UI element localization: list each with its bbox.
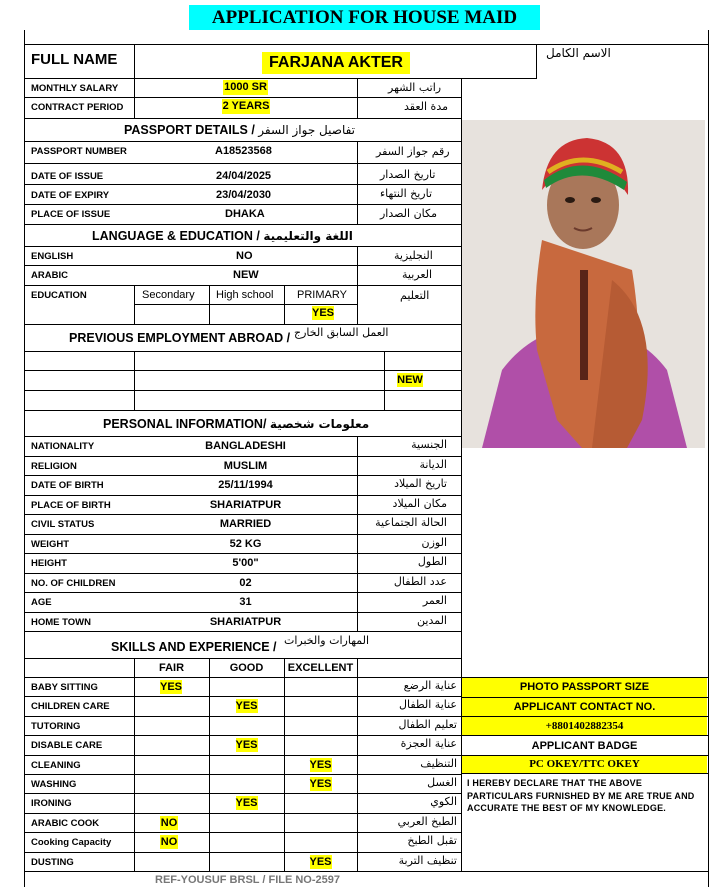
- contract-period-ar: مدة العقد: [404, 100, 448, 113]
- skill-ar: الغسل: [427, 776, 457, 789]
- english-value: NO: [236, 250, 253, 262]
- personal-label: CIVIL STATUS: [31, 519, 95, 530]
- skill-ar: تنظيف التربة: [398, 853, 457, 867]
- date-of-issue-label: DATE OF ISSUE: [31, 171, 104, 182]
- personal-label: PLACE OF BIRTH: [31, 499, 111, 511]
- photo-passport-size: PHOTO PASSPORT SIZE: [462, 678, 707, 697]
- skill-label: IRONING: [31, 798, 72, 810]
- monthly-salary-ar: راتب الشهر: [388, 81, 442, 94]
- declaration-text: I HEREBY DECLARE THAT THE ABOVE PARTICULARS FURNISHED BY ME ARE TRUE AND ACCURATE THE BEST OF MY KNOWLEDGE.: [467, 778, 695, 813]
- personal-heading-ar: معلومات شخصية: [269, 417, 370, 431]
- passport-heading-ar: تفاصيل جواز السفر: [258, 123, 356, 137]
- skill-ar: تقبل الطبخ: [407, 834, 457, 848]
- date-of-expiry-ar: تاريخ النتهاء: [380, 187, 433, 200]
- education-ar: التعليم: [400, 289, 430, 302]
- skills-heading-ar: المهارات والخبرات: [284, 634, 370, 647]
- arabic-label: ARABIC: [31, 270, 68, 281]
- page-title: APPLICATION FOR HOUSE MAID: [189, 5, 540, 30]
- date-of-issue-value: 24/04/2025: [216, 170, 272, 182]
- skill-label: DUSTING: [31, 856, 74, 868]
- previous-mark: NEW: [397, 374, 423, 386]
- skill-label: Cooking Capacity: [31, 837, 112, 849]
- date-of-expiry-value: 23/04/2030: [216, 189, 272, 201]
- skill-label: WASHING: [31, 779, 77, 790]
- personal-ar: الديانة: [419, 457, 447, 471]
- full-name-label: FULL NAME: [31, 51, 118, 68]
- applicant-contact-value: +8801402882354: [462, 717, 707, 735]
- personal-value: SHARIATPUR: [209, 498, 282, 511]
- place-of-issue-ar: مكان الصدار: [380, 207, 437, 220]
- personal-heading: [103, 417, 369, 431]
- personal-ar: تاريخ الميلاد: [394, 477, 447, 490]
- skill-excellent-mark: YES: [309, 855, 332, 868]
- col-good: GOOD: [229, 662, 264, 674]
- skill-ar: عناية العجزة: [400, 737, 457, 751]
- skill-label: CHILDREN CARE: [31, 701, 110, 713]
- skill-label: TUTORING: [31, 720, 81, 732]
- skill-fair-mark: YES: [160, 681, 183, 693]
- personal-ar: الوزن: [421, 535, 447, 549]
- passport-number-value: A18523568: [215, 145, 272, 157]
- english-ar: النجليزية: [394, 249, 433, 262]
- skill-ar: الطبخ العربي: [397, 814, 457, 828]
- skill-label: BABY SITTING: [31, 682, 98, 693]
- personal-value: 31: [239, 596, 252, 608]
- col-excellent: EXCELLENT: [287, 662, 354, 674]
- monthly-salary-label: MONTHLY SALARY: [31, 83, 119, 94]
- personal-label: NATIONALITY: [31, 441, 95, 452]
- previous-heading-ar: العمل السابق الخارج: [294, 326, 389, 339]
- previous-heading: PREVIOUS EMPLOYMENT ABROAD /: [69, 331, 291, 345]
- personal-value: 5'00": [232, 557, 259, 569]
- education-primary: PRIMARY: [297, 289, 347, 301]
- skill-excellent-mark: YES: [309, 778, 332, 790]
- personal-value: MUSLIM: [223, 459, 268, 472]
- place-of-issue-value: DHAKA: [225, 208, 265, 220]
- skills-heading: SKILLS AND EXPERIENCE /: [111, 640, 277, 654]
- arabic-ar: العربية: [402, 268, 433, 281]
- personal-value: 02: [239, 576, 252, 589]
- education-mark: YES: [312, 307, 335, 319]
- skill-good-mark: YES: [235, 739, 258, 752]
- education-label: EDUCATION: [31, 290, 87, 301]
- person-photo-icon: [462, 120, 705, 448]
- skill-fair-mark: NO: [160, 836, 178, 849]
- footer-reference: REF-YOUSUF BRSL / FILE NO-2597: [155, 874, 340, 886]
- language-heading-en: LANGUAGE & EDUCATION /: [92, 229, 260, 243]
- personal-label: DATE OF BIRTH: [31, 480, 104, 491]
- date-of-expiry-label: DATE OF EXPIRY: [31, 190, 110, 201]
- skill-label: CLEANING: [31, 759, 81, 771]
- education-high-school: High school: [216, 289, 274, 301]
- place-of-issue-label: PLACE OF ISSUE: [31, 209, 111, 220]
- skill-label: DISABLE CARE: [31, 740, 103, 752]
- personal-value: MARRIED: [219, 518, 272, 530]
- skill-fair-mark: NO: [160, 816, 178, 829]
- applicant-badge-label: APPLICANT BADGE: [531, 740, 638, 752]
- english-label: ENGLISH: [31, 251, 74, 262]
- skill-good-mark: YES: [235, 797, 258, 810]
- personal-label: HOME TOWN: [31, 616, 91, 628]
- col-fair: FAIR: [158, 662, 185, 674]
- full-name-ar: الاسم الكامل: [546, 46, 611, 60]
- passport-heading: [124, 123, 355, 137]
- personal-ar: الجنسية: [411, 438, 447, 451]
- date-of-issue-ar: تاريخ الصدار: [380, 168, 436, 181]
- language-heading: [92, 229, 353, 243]
- applicant-badge-value: PC OKEY/TTC OKEY: [462, 756, 707, 773]
- skill-ar: عناية الطفال: [398, 698, 457, 712]
- skill-ar: التنظيف: [420, 756, 457, 770]
- personal-ar: المدين: [417, 613, 447, 627]
- passport-number-label: PASSPORT NUMBER: [31, 146, 127, 157]
- personal-label: HEIGHT: [31, 558, 67, 569]
- personal-label: AGE: [31, 597, 52, 608]
- language-heading-ar: اللغة والتعليمية: [263, 229, 353, 243]
- personal-value: 52 KG: [229, 537, 262, 550]
- personal-value: BANGLADESHI: [205, 440, 286, 452]
- skill-ar: عناية الرضع: [403, 679, 457, 692]
- arabic-value: NEW: [233, 269, 259, 281]
- personal-ar: عدد الطفال: [393, 574, 447, 588]
- contract-period-label: CONTRACT PERIOD: [31, 102, 124, 113]
- personal-value: 25/11/1994: [218, 479, 273, 491]
- skill-excellent-mark: YES: [309, 758, 332, 771]
- passport-number-ar: رقم جواز السفر: [376, 145, 450, 158]
- applicant-contact-label: APPLICANT CONTACT NO.: [462, 698, 707, 716]
- personal-ar: العمر: [422, 594, 447, 607]
- personal-ar: الحالة الجتماعية: [375, 516, 447, 529]
- skill-good-mark: YES: [235, 700, 258, 713]
- applicant-photo: [462, 120, 705, 448]
- passport-heading-en: PASSPORT DETAILS /: [124, 123, 255, 137]
- personal-ar: مكان الميلاد: [392, 496, 447, 510]
- personal-label: WEIGHT: [31, 538, 69, 550]
- personal-ar: الطول: [417, 555, 447, 568]
- personal-heading-en: PERSONAL INFORMATION/: [103, 417, 267, 431]
- full-name-value: FARJANA AKTER: [262, 52, 410, 74]
- personal-label: RELIGION: [31, 460, 77, 472]
- personal-label: NO. OF CHILDREN: [31, 577, 116, 589]
- monthly-salary-value: 1000 SR: [224, 81, 267, 93]
- contract-period-value: 2 YEARS: [222, 100, 270, 112]
- skill-label: ARABIC COOK: [31, 817, 100, 829]
- personal-value: SHARIATPUR: [209, 615, 282, 628]
- skill-ar: تعليم الطفال: [398, 717, 457, 731]
- skill-ar: الكوي: [430, 795, 457, 809]
- education-secondary: Secondary: [142, 289, 195, 301]
